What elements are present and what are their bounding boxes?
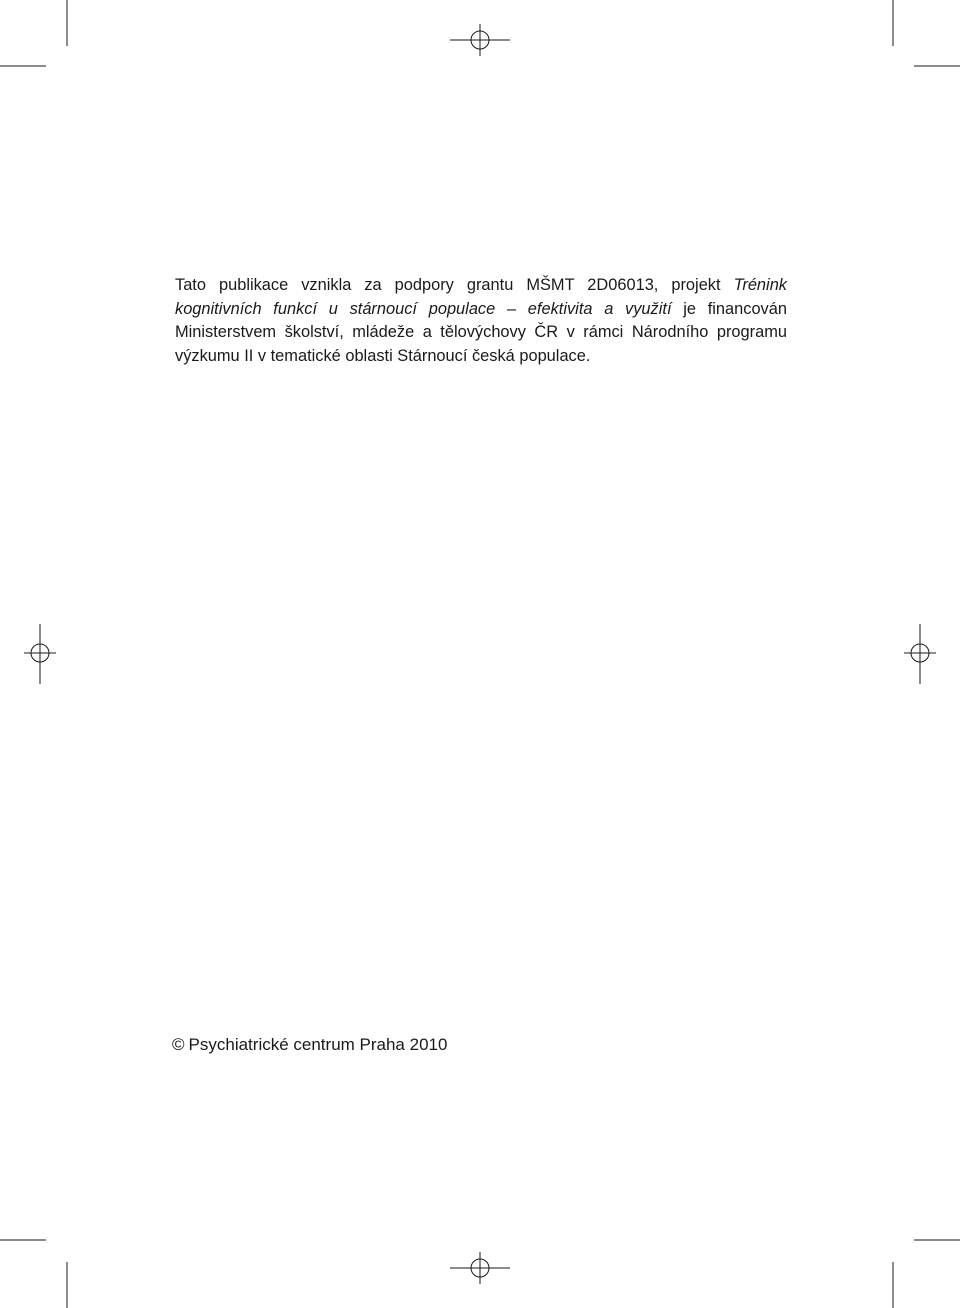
- registration-mark-right: [904, 624, 936, 684]
- copyright-icon: ©: [172, 1035, 185, 1054]
- copyright-notice: [172, 1033, 447, 1057]
- registration-mark-bottom: [450, 1252, 510, 1284]
- registration-mark-left: [24, 624, 56, 684]
- copyright-holder: Psychiatrické centrum Praha 2010: [188, 1035, 448, 1054]
- grant-text-funding: je financován Ministerstvem školství, mládeže a tělovýchovy ČR v rámci Národního programu výzkumu II v tematické oblasti Stárnoucí česká populace.: [175, 299, 787, 365]
- grant-text-intro: Tato publikace vznikla za podpory grantu MŠMT 2D06013, projekt: [175, 276, 734, 294]
- project-title: Trénink kognitivních funkcí u stárnoucí populace – efektivita a využití: [175, 276, 787, 318]
- registration-mark-top: [450, 24, 510, 56]
- grant-acknowledgement: [175, 274, 787, 368]
